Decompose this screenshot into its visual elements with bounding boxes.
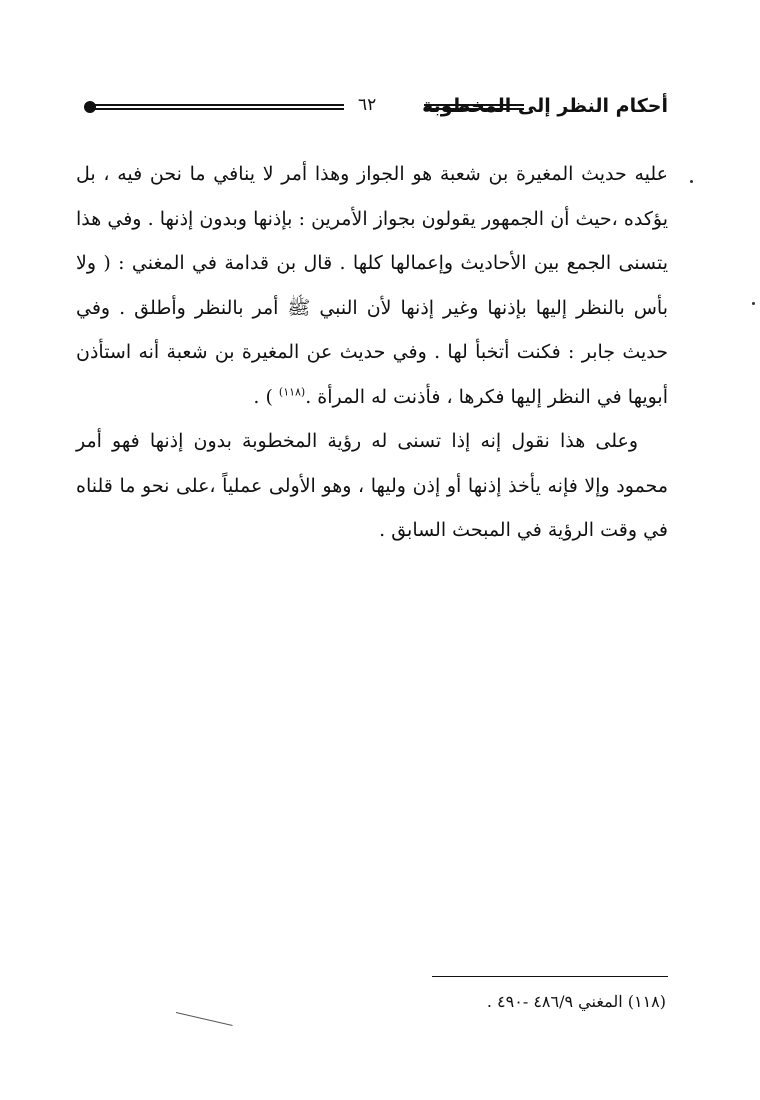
scan-speck — [752, 302, 755, 305]
paragraph-tail: ) . — [253, 385, 279, 408]
paragraph-text: عليه حديث المغيرة بن شعبة هو الجواز وهذا أمر لا ينافي ما نحن فيه ، بل يؤكده ،حيث أن الجمهور يقولون بجواز الأمرين : بإذنها وبدون إذنها . وفي هذا يتسنى الجمع بين الأحاديث وإعمالها كلها . قال بن قدامة في المغني : ( ولا بأس بالنظر إليها بإذنها وغير إذنها لأن النبي ﷺ أمر بالنظر وأطلق . وفي حديث جابر : فكنت أتخبأ لها . وفي حديث عن المغيرة بن شعبة أنه استأذن أبويها في النظر إليها فكرها ، فأذنت له المرأة . — [76, 163, 668, 408]
running-header — [84, 92, 668, 126]
footnote-separator — [432, 976, 668, 977]
paragraph-text: وعلى هذا نقول إنه إذا تسنى له رؤية المخطوبة بدون إذنها فهو أمر محمود وإلا فإنه يأخذ إذنها أو إذن وليها ، وهو الأولى عملياً ،على نحو ما قلناه في وقت الرؤية في المبحث السابق . — [76, 430, 668, 541]
paragraph — [76, 419, 668, 553]
scan-stroke — [176, 1012, 233, 1026]
paragraph — [76, 152, 668, 419]
footnote: (١١٨) المغني ٤٨٦/٩ -٤٩٠ . — [486, 992, 666, 1011]
header-rule-long — [90, 104, 344, 110]
running-title: أحكام النظر إلى المخطوبة — [422, 95, 668, 117]
page-number: ٦٢ — [358, 95, 377, 115]
scan-speck — [690, 180, 693, 183]
footnote-reference: (١١٨) — [278, 385, 306, 399]
body-text — [76, 152, 668, 553]
